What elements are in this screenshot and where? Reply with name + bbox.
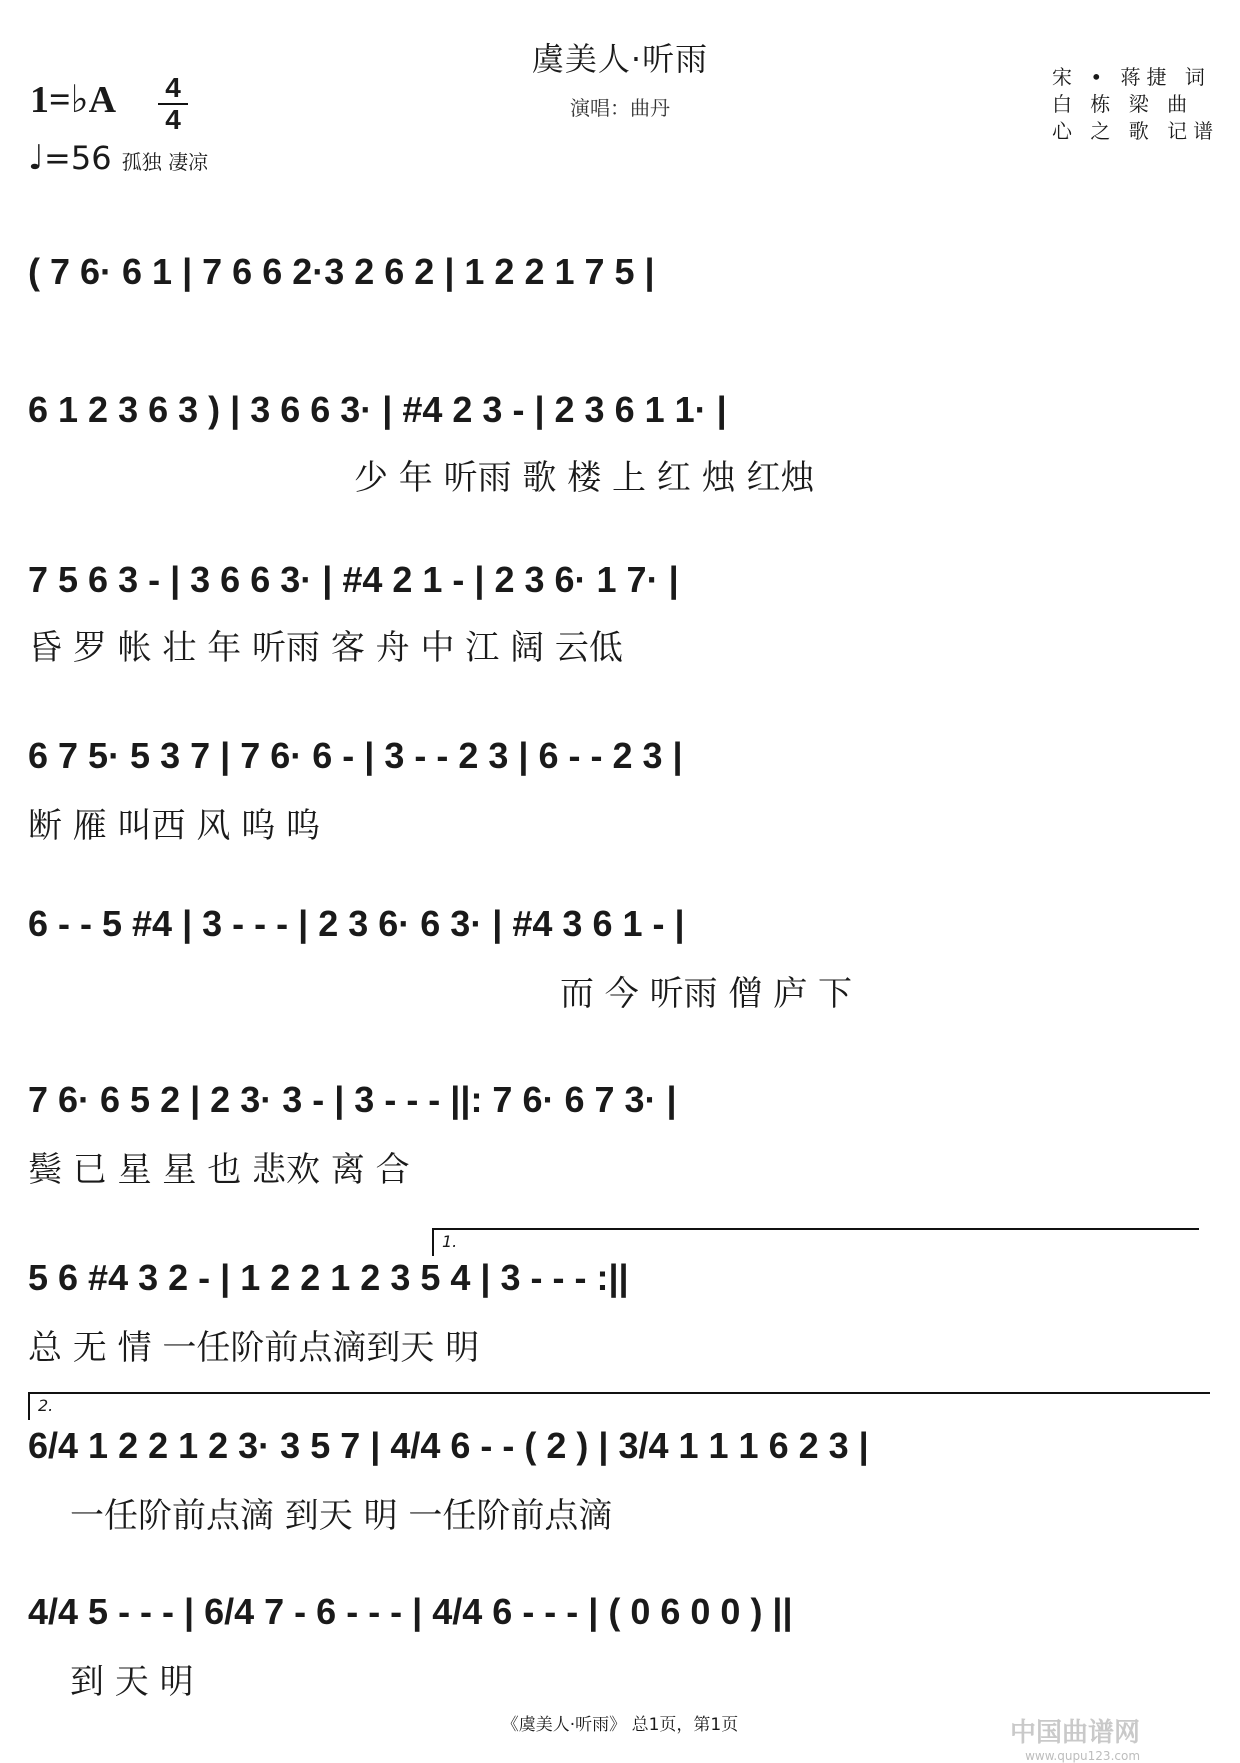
time-signature: 4 4 <box>158 74 188 134</box>
credits-block <box>1052 64 1219 145</box>
key-signature: 1=♭A <box>30 79 117 121</box>
composer-credit: 白 栋 梁 曲 <box>1052 92 1194 116</box>
tempo-value: =56 <box>44 139 112 177</box>
lyricist-credit: 宋 • 蒋捷 词 <box>1052 65 1211 89</box>
volta-bracket: 2. <box>28 1392 1210 1420</box>
quarter-note-icon: ♩ <box>28 138 45 178</box>
site-watermark: 中国曲谱网 www.qupu123.com <box>1010 1718 1141 1763</box>
notation-line: 7 6· 6 5 2 | 2 3· 3 - | 3 - - - ||: 7 6· 6 7 3· | <box>28 1079 677 1120</box>
notation-line: 6 - - 5 #4 | 3 - - - | 2 3 6· 6 3· | #4 3 6 1 - | <box>28 903 685 944</box>
notation-line: ( 7 6· 6 1 | 7 6 6 2·3 2 6 2 | 1 2 2 1 7 5 | <box>28 251 655 292</box>
notation-line: 6 7 5· 5 3 7 | 7 6· 6 - | 3 - - 2 3 | 6 - - 2 3 | <box>28 735 683 776</box>
lyric-line: 昏 罗 帐 壮 年 听雨 客 舟 中 江 阔 云低 <box>28 628 623 668</box>
lyric-line: 总 无 情 一任阶前点滴到天 明 <box>28 1328 480 1368</box>
volta-bracket: 1. <box>432 1228 1199 1256</box>
lyric-line: 断 雁 叫西 风 呜 呜 <box>28 806 321 846</box>
notation-line: 5 6 #4 3 2 - | 1 2 2 1 2 3 5 4 | 3 - - - :|| <box>28 1257 629 1298</box>
mood-text: 孤独 凄凉 <box>121 150 209 174</box>
score-title: 虞美人·听雨 <box>531 40 709 78</box>
transcriber-credit: 心 之 歌 记谱 <box>1052 119 1220 143</box>
notation-line: 4/4 5 - - - | 6/4 7 - 6 - - - | 4/4 6 - - - | ( 0 6 0 0 ) || <box>28 1591 793 1632</box>
notation-line: 7 5 6 3 - | 3 6 6 3· | #4 2 1 - | 2 3 6· 1 7· | <box>28 559 679 600</box>
lyric-line: 鬓 已 星 星 也 悲欢 离 合 <box>28 1150 410 1190</box>
lyric-line: 到 天 明 <box>70 1662 194 1702</box>
notation-line: 6 1 2 3 6 3 ) | 3 6 6 3· | #4 2 3 - | 2 3 6 1 1· | <box>28 389 727 430</box>
lyric-line: 一任阶前点滴 到天 明 一任阶前点滴 <box>70 1496 613 1536</box>
page-footer: 《虞美人·听雨》 总1页，第1页 <box>501 1715 739 1735</box>
singer-credit: 演唱：曲丹 <box>570 96 670 120</box>
lyric-line: 而 今 听雨 僧 庐 下 <box>560 974 853 1014</box>
notation-line: 6/4 1 2 2 1 2 3· 3 5 7 | 4/4 6 - - ( 2 ) | 3/4 1 1 1 6 2 3 | <box>28 1425 869 1466</box>
tempo-marking <box>28 138 208 178</box>
lyric-line: 少 年 听雨 歌 楼 上 红 烛 红烛 <box>354 458 815 498</box>
